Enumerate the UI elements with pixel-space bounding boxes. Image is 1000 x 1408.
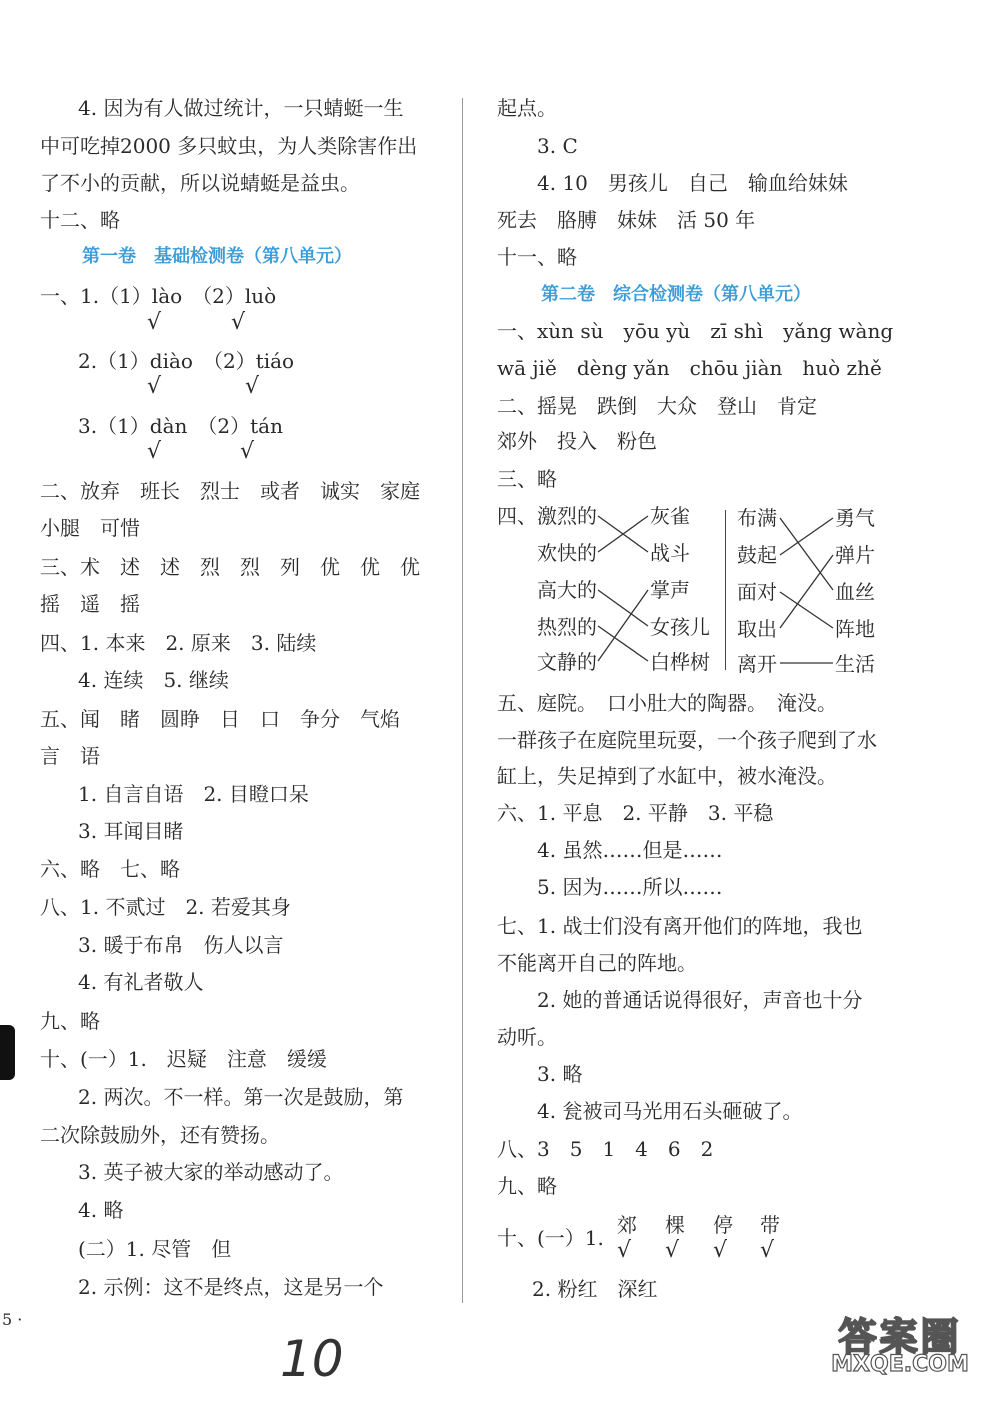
answer-line: 摇 遥 摇 (40, 592, 140, 616)
match-left-word: 面对 (737, 580, 777, 604)
answer-line: 3. 暖于布帛 伤人以言 (78, 933, 284, 957)
answer-line: 了不小的贡献，所以说蜻蜓是益虫。 (40, 171, 360, 195)
answer-line: 4. 10 男孩儿 自己 输血给妹妹 (537, 171, 848, 195)
check-mark: √ (713, 1238, 728, 1263)
page-edge-tab (0, 1025, 15, 1080)
matching-separator (725, 510, 726, 670)
check-mark: √ (617, 1238, 632, 1263)
answer-line: 动听。 (497, 1025, 557, 1049)
check-mark: √ (147, 374, 162, 399)
answer-line: 一、xùn sù yōu yù zī shì yǎng wàng (497, 319, 894, 343)
answer-line: 3. C (537, 134, 578, 158)
match-right-word: 勇气 (835, 506, 875, 530)
matching-lines-a (590, 500, 660, 680)
match-right-word: 灰雀 (650, 504, 690, 528)
match-left-word: 取出 (737, 617, 777, 641)
answer-line: 三、术 述 述 烈 烈 列 优 优 优 (40, 555, 420, 579)
watermark-logo (820, 1306, 980, 1386)
answer-line: 不能离开自己的阵地。 (497, 951, 697, 975)
match-right-word: 血丝 (835, 580, 875, 604)
answer-line: 4. 略 (78, 1198, 124, 1222)
answer-line: 死去 胳膊 妹妹 活 50 年 (497, 208, 756, 232)
answer-line: 3. 耳闻目睹 (78, 819, 184, 843)
answer-line: (二）1. 尽管 但 (78, 1237, 232, 1261)
match-left-word: 高大的 (537, 578, 597, 602)
match-left-word: 文静的 (537, 650, 597, 674)
answer-line: 2. 她的普通话说得很好，声音也十分 (537, 988, 863, 1012)
answer-line: 二次除鼓励外，还有赞扬。 (40, 1123, 280, 1147)
answer-line: 九、略 (497, 1174, 557, 1198)
answer-line: 一群孩子在庭院里玩耍，一个孩子爬到了水 (497, 728, 877, 752)
answer-line: wā jiě dèng yǎn chōu jiàn huò zhě (497, 356, 882, 380)
page-number: 5 · (2, 1310, 23, 1329)
answer-line: 六、略 七、略 (40, 857, 180, 881)
answer-line: 2. 示例：这不是终点，这是另一个 (78, 1275, 384, 1299)
answer-line: 4. 连续 5. 继续 (78, 668, 229, 692)
answer-line: 二、摇晃 跌倒 大众 登山 肯定 (497, 394, 817, 418)
answer-line: 五、庭院。 口小肚大的陶器。 淹没。 (497, 691, 837, 715)
answer-line: 4. 有礼者敬人 (78, 970, 204, 994)
answer-line: 十、(一）1. 迟疑 注意 缓缓 (40, 1047, 327, 1071)
answer-line: 缸上，失足掉到了水缸中，被水淹没。 (497, 764, 837, 788)
answer-line: 十、(一）1. (497, 1226, 604, 1250)
check-mark: √ (760, 1238, 775, 1263)
answer-line: 言 语 (40, 744, 100, 768)
answer-line: 4. 瓮被司马光用石头砸破了。 (537, 1099, 803, 1123)
column-divider (462, 98, 463, 1303)
check-mark: √ (245, 374, 260, 399)
match-right-word: 生活 (835, 652, 875, 676)
answer-line: 4. 虽然……但是…… (537, 838, 723, 862)
answer-line: 八、3 5 1 4 6 2 (497, 1137, 714, 1161)
match-left-word: 欢快的 (537, 541, 597, 565)
handwritten-note: 10 (280, 1330, 344, 1388)
check-mark: √ (665, 1238, 680, 1263)
answer-line: 一、1.（1）lào （2）luò (40, 284, 277, 308)
match-right-word: 战斗 (650, 541, 690, 565)
check-mark: √ (147, 439, 162, 464)
word-item: 郊 (617, 1213, 637, 1237)
check-mark: √ (231, 310, 246, 335)
answer-line: 三、略 (497, 467, 557, 491)
answer-line: 十二、略 (40, 208, 120, 232)
word-item: 停 (713, 1213, 733, 1237)
answer-line: 中可吃掉2000 多只蚊虫，为人类除害作出 (40, 134, 418, 158)
answer-line: 起点。 (497, 96, 557, 120)
match-right-word: 女孩儿 (650, 615, 710, 639)
answer-line: 4. 因为有人做过统计，一只蜻蜓一生 (78, 96, 404, 120)
match-right-word: 阵地 (835, 617, 875, 641)
watermark-url: MXQE.COM (831, 1352, 969, 1377)
answer-line: 四、 (497, 504, 537, 528)
answer-line: 七、1. 战士们没有离开他们的阵地，我也 (497, 914, 863, 938)
answer-line: 郊外 投入 粉色 (497, 429, 657, 453)
answer-line: 3. 略 (537, 1062, 583, 1086)
matching-lines-b (775, 500, 840, 680)
check-mark: √ (240, 439, 255, 464)
word-item: 带 (760, 1213, 780, 1237)
match-right-word: 弹片 (835, 543, 875, 567)
answer-line: 3. 英子被大家的举动感动了。 (78, 1160, 344, 1184)
match-right-word: 白桦树 (650, 650, 710, 674)
answer-line: 3.（1）dàn （2）tán (78, 414, 283, 438)
match-right-word: 掌声 (650, 578, 690, 602)
answer-line: 2.（1）diào （2）tiáo (78, 349, 295, 373)
answer-line: 十一、略 (497, 245, 577, 269)
answer-line: 九、略 (40, 1009, 100, 1033)
match-left-word: 离开 (737, 652, 777, 676)
watermark-title: 答案圈 (838, 1315, 962, 1359)
answer-line: 2. 粉红 深红 (532, 1277, 658, 1301)
answer-line: 八、1. 不贰过 2. 若爱其身 (40, 895, 291, 919)
answer-line: 1. 自言自语 2. 目瞪口呆 (78, 782, 309, 806)
answer-line: 六、1. 平息 2. 平静 3. 平稳 (497, 801, 774, 825)
match-left-word: 激烈的 (537, 504, 597, 528)
match-left-word: 布满 (737, 506, 777, 530)
section-heading: 第一卷 基础检测卷（第八单元） (82, 246, 352, 267)
answer-line: 2. 两次。不一样。第一次是鼓励，第 (78, 1085, 404, 1109)
answer-line: 四、1. 本来 2. 原来 3. 陆续 (40, 631, 317, 655)
section-heading: 第二卷 综合检测卷（第八单元） (541, 284, 811, 305)
answer-line: 小腿 可惜 (40, 516, 140, 540)
answer-line: 五、闻 睹 圆睁 日 口 争分 气焰 (40, 707, 400, 731)
answer-line: 二、放弃 班长 烈士 或者 诚实 家庭 (40, 479, 420, 503)
answer-line: 5. 因为……所以…… (537, 875, 723, 899)
match-left-word: 鼓起 (737, 543, 777, 567)
word-item: 棵 (665, 1213, 685, 1237)
match-left-word: 热烈的 (537, 615, 597, 639)
check-mark: √ (147, 310, 162, 335)
